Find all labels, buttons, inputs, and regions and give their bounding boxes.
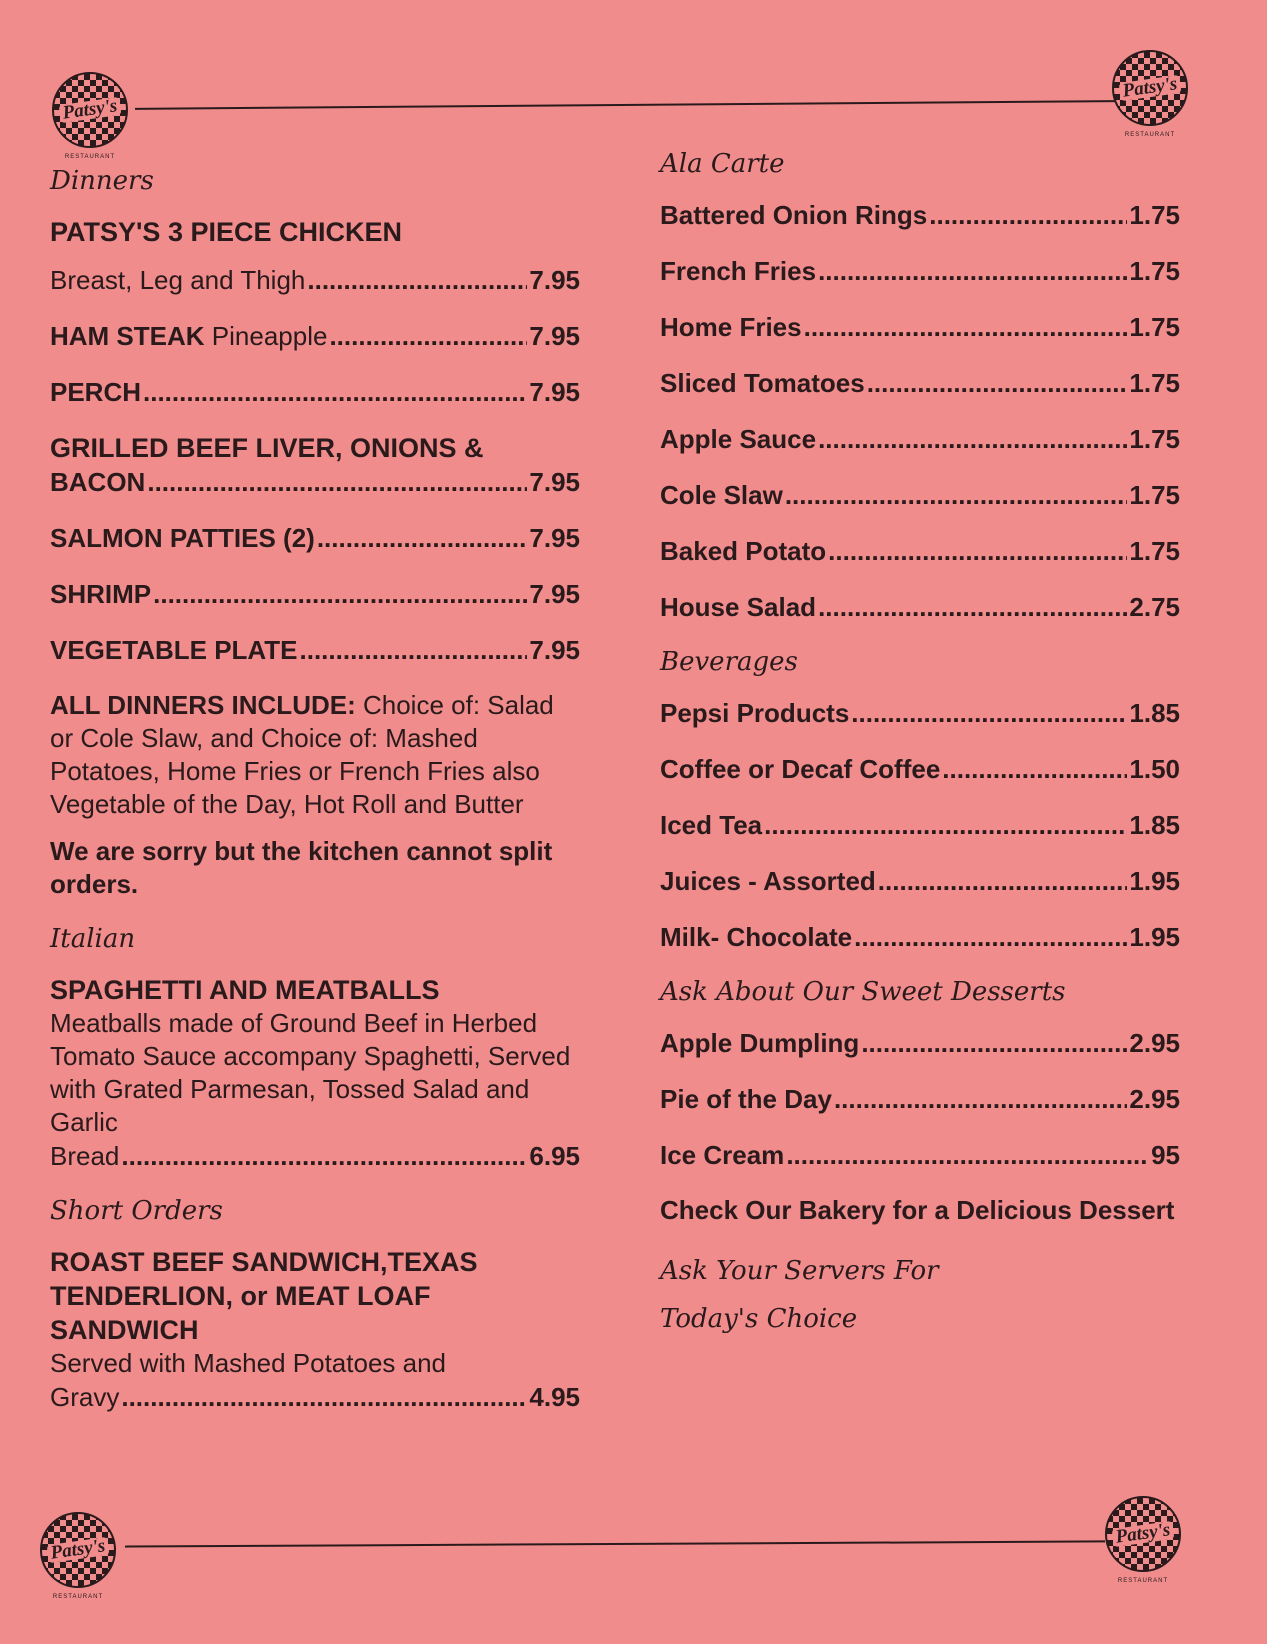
menu-item <box>660 534 1180 568</box>
menu-item: HAM STEAK Pineapple ..... 7.95 <box>50 319 580 353</box>
menu-item <box>660 1026 1180 1060</box>
item-price: 7.95 <box>529 635 580 665</box>
servers-note-line1: Ask Your Servers For <box>660 1256 939 1286</box>
item-name: House Salad <box>660 592 817 622</box>
item-price: 7.95 <box>529 377 580 407</box>
item-price: 1.50 <box>1129 754 1180 784</box>
item-price: 7.95 <box>529 321 580 351</box>
logo-tag: RESTAURANT <box>52 1594 104 1600</box>
dish-title: PATSY'S 3 PIECE CHICKEN <box>50 217 402 247</box>
ala-carte-list <box>660 198 1180 624</box>
right-column <box>660 148 1180 1343</box>
item-price: 1.85 <box>1129 698 1180 728</box>
item-price: 7.95 <box>529 467 580 497</box>
top-rule <box>135 100 1115 110</box>
logo-text: Patsy's <box>1112 1521 1175 1547</box>
item-name: Apple Dumpling <box>660 1028 860 1058</box>
item-name: Cole Slaw <box>660 480 783 510</box>
item-price: 1.95 <box>1129 922 1180 952</box>
item-name: Pepsi Products <box>660 698 850 728</box>
desserts-list <box>660 1026 1180 1172</box>
item-name: Pie of the Day <box>660 1084 832 1114</box>
dish-title: ROAST BEEF SANDWICH,TEXAS TENDERLION, or MEAT LOAF SANDWICH <box>50 1247 478 1345</box>
item-price: 1.95 <box>1129 866 1180 896</box>
menu-item: BACON ..... 7.95 <box>50 465 580 499</box>
menu-item <box>660 310 1180 344</box>
section-heading-beverages: Beverages <box>660 647 798 677</box>
item-name: French Fries <box>660 256 817 286</box>
logo-tag: RESTAURANT <box>1117 1578 1169 1584</box>
dish-title: GRILLED BEEF LIVER, ONIONS & <box>50 433 484 463</box>
menu-item <box>660 478 1180 512</box>
dish-description: Meatballs made of Ground Beef in Herbed Tomato Sauce accompany Spaghetti, Served with Grated Parmesan, Tossed Salad and Garlic <box>50 1008 571 1137</box>
item-name: Milk- Chocolate <box>660 922 853 952</box>
logo-tag: RESTAURANT <box>1124 132 1176 138</box>
menu-item <box>660 590 1180 624</box>
logo-text: Patsy's <box>47 1537 110 1563</box>
menu-item <box>660 752 1180 786</box>
item-price: 1.75 <box>1129 312 1180 342</box>
item-price: 2.95 <box>1129 1028 1180 1058</box>
menu-item: SALMON PATTIES (2) ..... 7.95 <box>50 521 580 555</box>
section-heading-dinners: Dinners <box>50 166 154 196</box>
section-heading-ala-carte: Ala Carte <box>660 149 785 179</box>
section-heading-short-orders: Short Orders <box>50 1196 223 1226</box>
section-heading-desserts: Ask About Our Sweet Desserts <box>660 977 1066 1007</box>
menu-item <box>660 920 1180 954</box>
item-name: Home Fries <box>660 312 802 342</box>
item-name: Ice Cream <box>660 1140 785 1170</box>
left-column <box>50 165 580 1436</box>
servers-note-line2: Today's Choice <box>660 1304 858 1334</box>
menu-item: Bread ..... 6.95 <box>50 1139 580 1173</box>
item-price: 2.75 <box>1129 592 1180 622</box>
menu-item <box>660 696 1180 730</box>
item-name: Sliced Tomatoes <box>660 368 865 398</box>
menu-item: VEGETABLE PLATE ..... 7.95 <box>50 633 580 667</box>
menu-item: Breast, Leg and Thigh ..... 7.95 <box>50 263 580 297</box>
item-price: 7.95 <box>529 523 580 553</box>
logo-text: Patsy's <box>59 97 122 123</box>
dinners-include-note: ALL DINNERS INCLUDE: Choice of: Salad or Cole Slaw, and Choice of: Mashed Potatoes, Home Fries or French Fries also Vegetable of the Day, Hot Roll and Butter <box>50 690 554 819</box>
bottom-rule <box>125 1540 1105 1547</box>
logo-bottom-right <box>1105 1496 1181 1584</box>
item-price: 1.75 <box>1129 256 1180 286</box>
menu-item: Gravy ..... 4.95 <box>50 1380 580 1414</box>
item-price: 1.75 <box>1129 480 1180 510</box>
dish-title: SPAGHETTI AND MEATBALLS <box>50 975 440 1005</box>
bakery-note: Check Our Bakery for a Delicious Dessert <box>660 1195 1175 1225</box>
logo-bottom-left <box>40 1512 116 1600</box>
logo-top-left <box>52 72 128 160</box>
item-price: 1.75 <box>1129 200 1180 230</box>
menu-item <box>660 198 1180 232</box>
item-price: 7.95 <box>529 265 580 295</box>
section-heading-italian: Italian <box>50 924 136 954</box>
logo-tag: RESTAURANT <box>64 154 116 160</box>
item-price: 95 <box>1151 1140 1180 1170</box>
item-name: Juices - Assorted <box>660 866 876 896</box>
item-price: 4.95 <box>529 1382 580 1412</box>
menu-item: PERCH ..... 7.95 <box>50 375 580 409</box>
item-price: 1.85 <box>1129 810 1180 840</box>
item-name: Baked Potato <box>660 536 827 566</box>
beverages-list <box>660 696 1180 954</box>
menu-item <box>660 254 1180 288</box>
item-name: Coffee or Decaf Coffee <box>660 754 941 784</box>
menu-item <box>660 1082 1180 1116</box>
item-name: Battered Onion Rings <box>660 200 928 230</box>
item-price: 7.95 <box>529 579 580 609</box>
menu-item: SHRIMP ..... 7.95 <box>50 577 580 611</box>
menu-item <box>660 366 1180 400</box>
item-price: 1.75 <box>1129 424 1180 454</box>
split-orders-note: We are sorry but the kitchen cannot split orders. <box>50 836 553 899</box>
menu-item <box>660 864 1180 898</box>
item-price: 1.75 <box>1129 368 1180 398</box>
logo-top-right <box>1112 50 1188 138</box>
item-name: Iced Tea <box>660 810 763 840</box>
item-price: 2.95 <box>1129 1084 1180 1114</box>
item-name: Apple Sauce <box>660 424 817 454</box>
menu-item <box>660 422 1180 456</box>
logo-text: Patsy's <box>1119 75 1182 101</box>
dish-description: Served with Mashed Potatoes and <box>50 1348 447 1378</box>
item-price: 1.75 <box>1129 536 1180 566</box>
item-price: 6.95 <box>529 1141 580 1171</box>
menu-item <box>660 1138 1180 1172</box>
menu-item <box>660 808 1180 842</box>
